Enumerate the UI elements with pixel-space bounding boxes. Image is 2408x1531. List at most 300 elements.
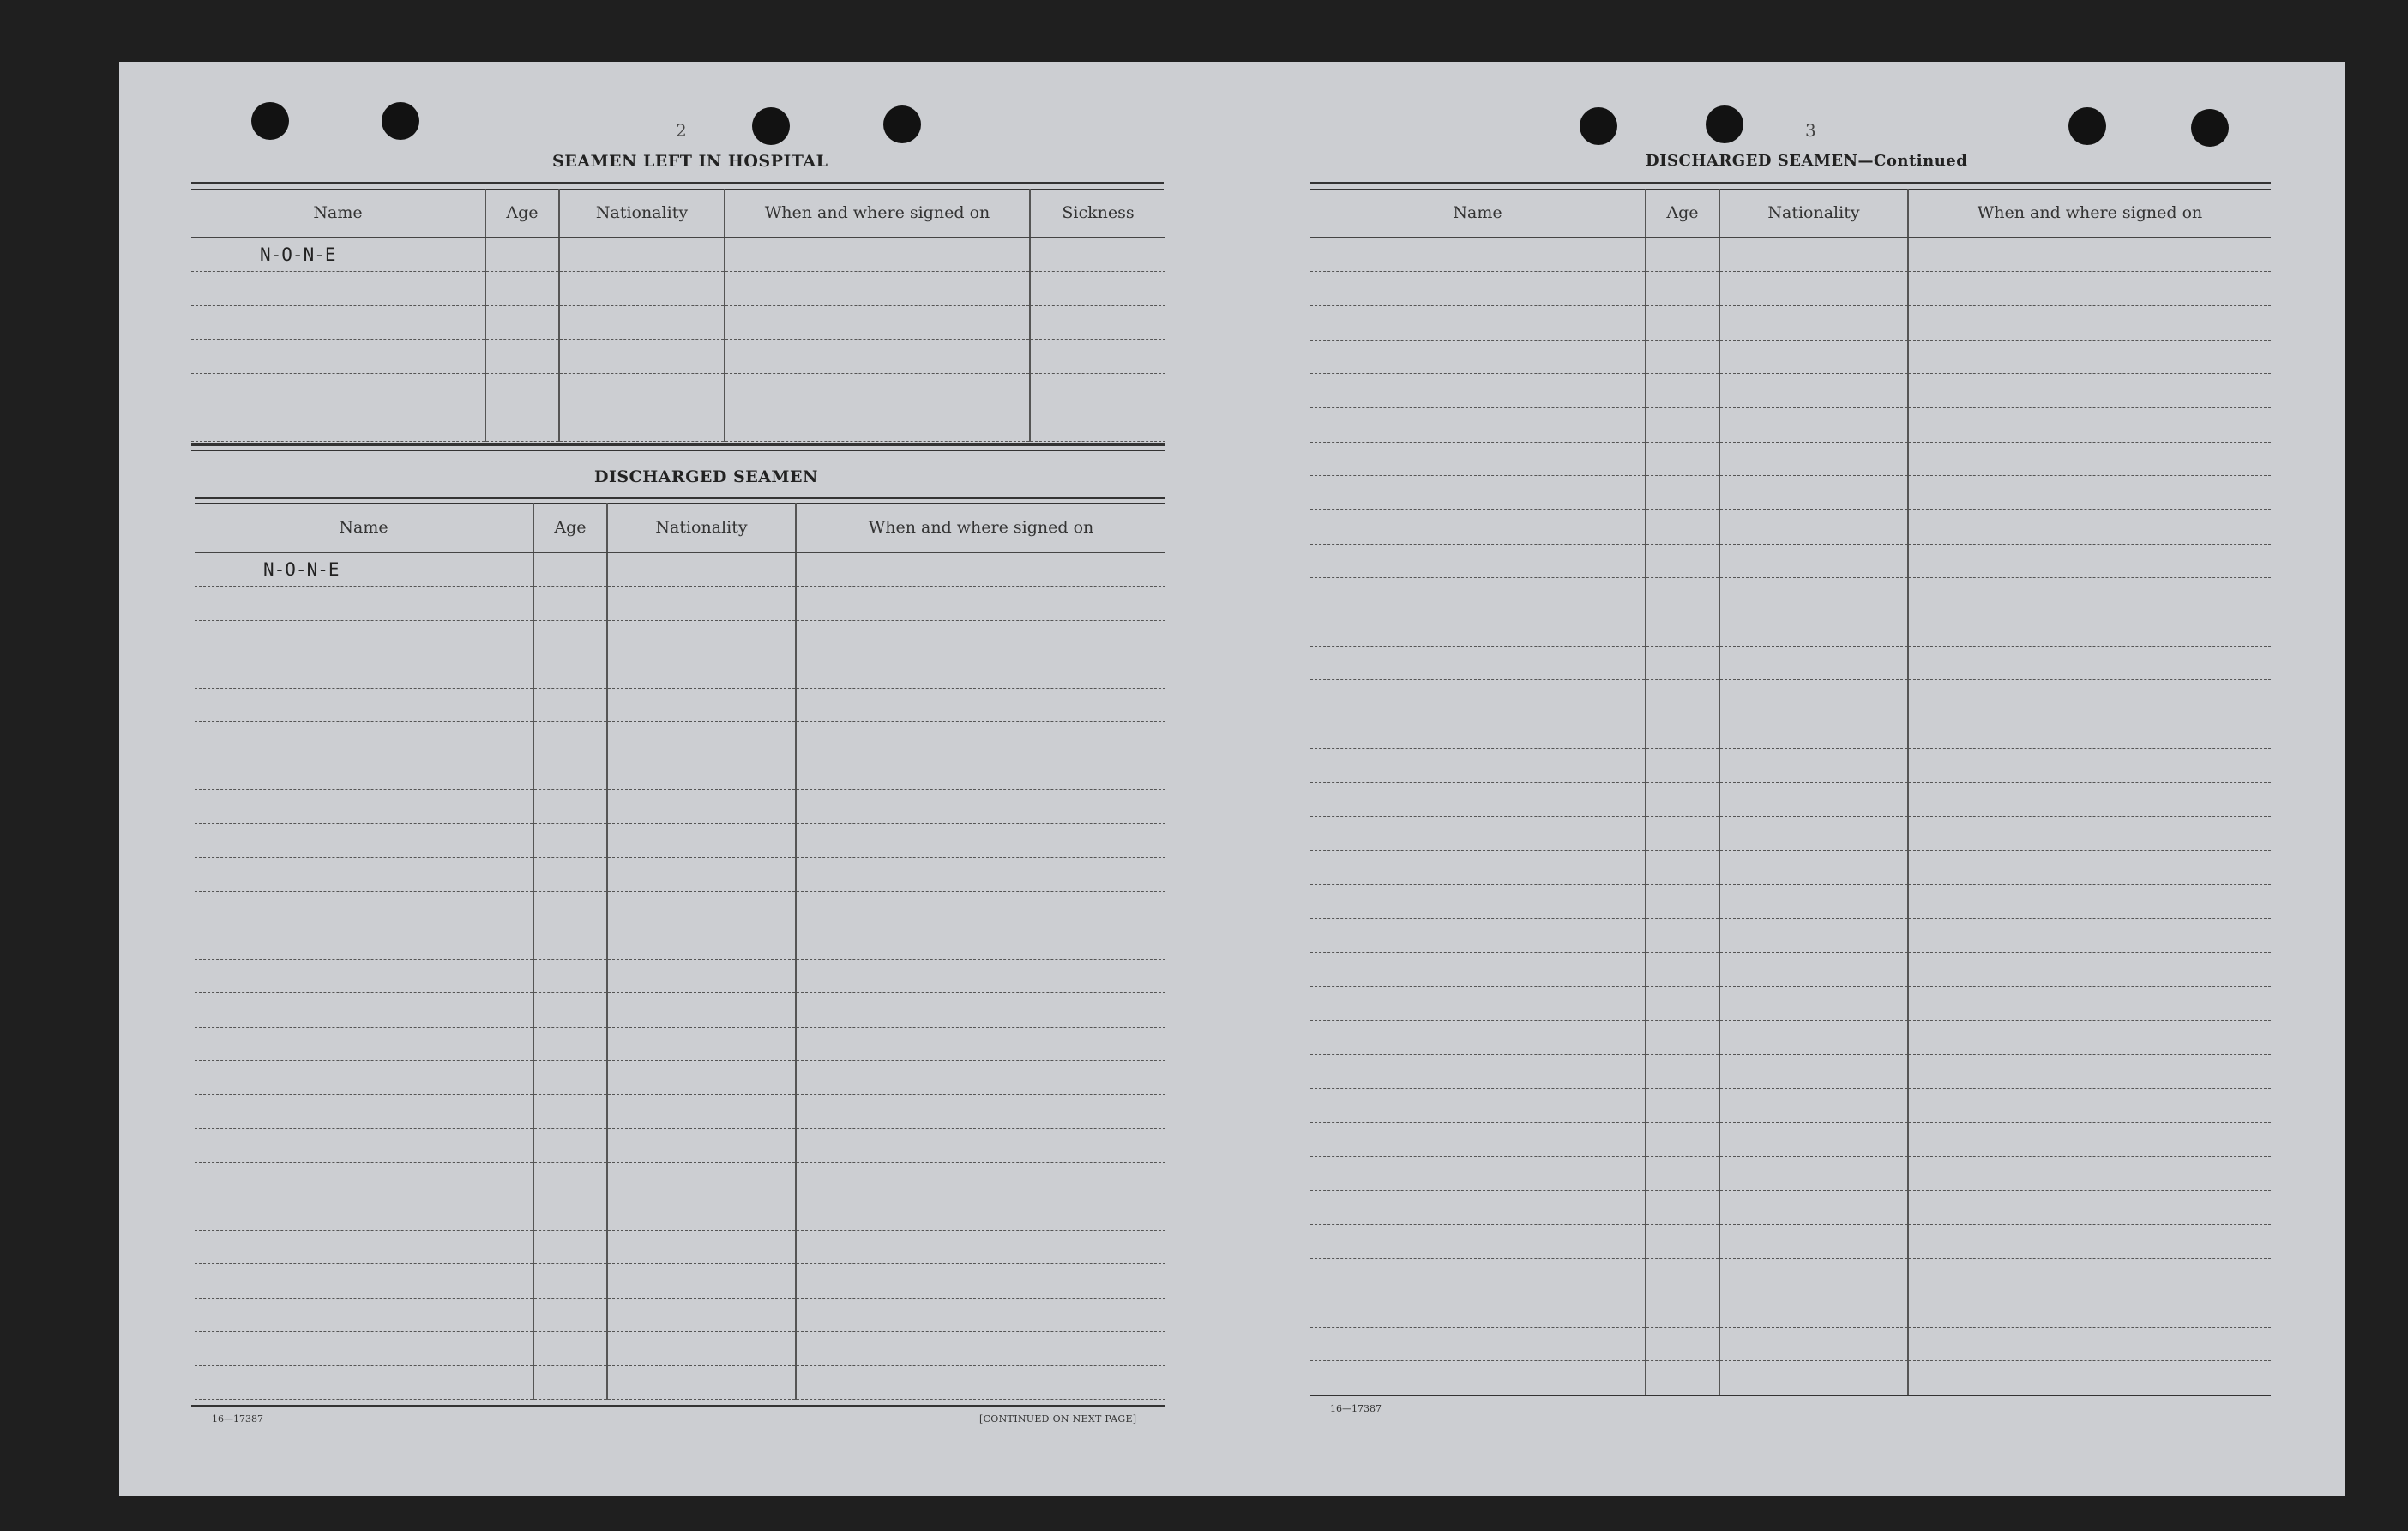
cell-when-and-where-signed-on xyxy=(1908,748,2271,782)
cell-name xyxy=(195,688,533,722)
cell-name xyxy=(1310,1123,1646,1157)
cell-name xyxy=(195,959,533,993)
cell-nationality xyxy=(559,272,725,306)
cell-nationality xyxy=(607,1365,796,1400)
cell-age xyxy=(1646,1327,1719,1361)
cell-when-and-where-signed-on xyxy=(1908,1157,2271,1191)
cell-nationality xyxy=(607,587,796,621)
cell-nationality xyxy=(1719,510,1908,545)
cell-name xyxy=(1310,680,1646,714)
cell-when-and-where-signed-on xyxy=(796,1129,1165,1163)
cell-age xyxy=(1646,782,1719,817)
cell-nationality xyxy=(607,1332,796,1366)
cell-age xyxy=(1646,850,1719,884)
cell-when-and-where-signed-on xyxy=(1908,510,2271,545)
cell-name xyxy=(195,654,533,689)
discharged-continued-table xyxy=(1310,189,2271,1395)
cell-when-and-where-signed-on xyxy=(1908,952,2271,986)
discharged-continued-title-main: DISCHARGED SEAMEN xyxy=(1646,152,1858,170)
cell-age xyxy=(533,1162,607,1196)
column-header-nationality: Nationality xyxy=(1719,189,1908,238)
table-row xyxy=(1310,817,2271,851)
cell-when-and-where-signed-on xyxy=(1908,782,2271,817)
cell-when-and-where-signed-on xyxy=(1908,1327,2271,1361)
cell-name xyxy=(191,373,485,407)
table-row xyxy=(1310,714,2271,749)
cell-name xyxy=(1310,646,1646,680)
cell-name xyxy=(1310,238,1646,272)
table-row xyxy=(195,1332,1165,1366)
cell-nationality xyxy=(1719,1293,1908,1327)
cell-when-and-where-signed-on xyxy=(1908,476,2271,510)
table-row xyxy=(1310,1021,2271,1055)
table-row xyxy=(195,959,1165,993)
table-row xyxy=(195,1162,1165,1196)
cell-name xyxy=(1310,952,1646,986)
cell-when-and-where-signed-on xyxy=(1908,817,2271,851)
table-row xyxy=(1310,1157,2271,1191)
cell-when-and-where-signed-on xyxy=(1908,680,2271,714)
cell-nationality xyxy=(607,1298,796,1332)
cell-nationality xyxy=(1719,884,1908,919)
cell-nationality xyxy=(607,1094,796,1129)
cell-nationality xyxy=(1719,714,1908,749)
cell-when-and-where-signed-on xyxy=(725,272,1030,306)
cell-name xyxy=(195,1027,533,1061)
cell-age xyxy=(1646,1055,1719,1089)
table-row xyxy=(1310,272,2271,306)
table-row xyxy=(195,1230,1165,1264)
binder-hole xyxy=(382,102,419,140)
cell-nationality xyxy=(1719,1190,1908,1225)
cell-when-and-where-signed-on xyxy=(796,1061,1165,1095)
table-row xyxy=(195,1365,1165,1400)
cell-age xyxy=(533,1061,607,1095)
cell-age xyxy=(1646,612,1719,647)
cell-when-and-where-signed-on xyxy=(1908,272,2271,306)
cell-name xyxy=(195,587,533,621)
table-row xyxy=(1310,680,2271,714)
cell-nationality xyxy=(1719,305,1908,340)
cell-nationality xyxy=(1719,578,1908,612)
table-row xyxy=(1310,1088,2271,1123)
cell-name xyxy=(195,1365,533,1400)
table-row xyxy=(191,305,1165,340)
cell-age xyxy=(533,1129,607,1163)
cell-age xyxy=(1646,1123,1719,1157)
cell-age xyxy=(533,790,607,824)
table-row xyxy=(1310,305,2271,340)
cell-age xyxy=(1646,680,1719,714)
table-row xyxy=(195,552,1165,587)
cell-age xyxy=(533,1230,607,1264)
cell-age xyxy=(1646,1293,1719,1327)
cell-age xyxy=(1646,714,1719,749)
cell-when-and-where-signed-on xyxy=(1908,374,2271,408)
cell-name xyxy=(1310,1361,1646,1395)
discharged-section-title: DISCHARGED SEAMEN xyxy=(594,467,818,486)
column-header-age: Age xyxy=(1646,189,1719,238)
cell-age xyxy=(485,407,559,442)
cell-nationality xyxy=(1719,272,1908,306)
cell-age xyxy=(1646,1259,1719,1293)
cell-name xyxy=(195,823,533,858)
cell-nationality xyxy=(607,1129,796,1163)
table-row xyxy=(195,620,1165,654)
cell-age xyxy=(533,756,607,790)
table-row xyxy=(1310,442,2271,476)
binder-hole xyxy=(883,105,921,143)
cell-when-and-where-signed-on xyxy=(1908,884,2271,919)
cell-name xyxy=(1310,714,1646,749)
cell-age xyxy=(485,272,559,306)
table-row xyxy=(1310,1225,2271,1259)
cell-nationality xyxy=(607,823,796,858)
cell-age xyxy=(1646,1190,1719,1225)
cell-when-and-where-signed-on xyxy=(1908,714,2271,749)
form-code-right: 16—17387 xyxy=(1330,1403,1382,1414)
cell-when-and-where-signed-on xyxy=(1908,1259,2271,1293)
cell-when-and-where-signed-on xyxy=(1908,1021,2271,1055)
cell-name xyxy=(195,620,533,654)
cell-nationality xyxy=(1719,919,1908,953)
cell-nationality xyxy=(1719,476,1908,510)
cell-name xyxy=(191,305,485,340)
cell-age xyxy=(533,925,607,960)
cell-when-and-where-signed-on xyxy=(796,959,1165,993)
cell-name xyxy=(1310,1293,1646,1327)
cell-nationality xyxy=(1719,340,1908,374)
table-row xyxy=(1310,986,2271,1021)
cell-age xyxy=(533,552,607,587)
cell-nationality xyxy=(607,891,796,925)
table-row xyxy=(195,1196,1165,1231)
cell-sickness xyxy=(1030,407,1165,442)
table-row xyxy=(191,340,1165,374)
cell-nationality xyxy=(607,1027,796,1061)
cell-name xyxy=(195,858,533,892)
cell-age xyxy=(533,1298,607,1332)
cell-name xyxy=(1310,340,1646,374)
table-row xyxy=(195,925,1165,960)
cell-name xyxy=(195,1061,533,1095)
column-header-nationality: Nationality xyxy=(607,503,796,552)
cell-when-and-where-signed-on xyxy=(1908,919,2271,953)
cell-age xyxy=(1646,305,1719,340)
cell-when-and-where-signed-on xyxy=(1908,238,2271,272)
cell-nationality xyxy=(1719,748,1908,782)
table-row xyxy=(1310,578,2271,612)
hospital-table xyxy=(191,189,1165,442)
cell-name xyxy=(195,1129,533,1163)
cell-age xyxy=(1646,1157,1719,1191)
cell-sickness xyxy=(1030,238,1165,272)
cell-name xyxy=(195,790,533,824)
table-row xyxy=(195,993,1165,1028)
column-header-name: Name xyxy=(1310,189,1646,238)
cell-nationality xyxy=(1719,1327,1908,1361)
table-row xyxy=(1310,1055,2271,1089)
table-row xyxy=(1310,919,2271,953)
cell-nationality xyxy=(1719,544,1908,578)
table-row xyxy=(195,891,1165,925)
table-row xyxy=(1310,374,2271,408)
table-row xyxy=(1310,544,2271,578)
cell-age xyxy=(1646,544,1719,578)
cell-age xyxy=(533,688,607,722)
cell-name xyxy=(1310,817,1646,851)
binder-hole xyxy=(1580,107,1617,145)
cell-when-and-where-signed-on xyxy=(1908,1123,2271,1157)
cell-age xyxy=(1646,646,1719,680)
cell-nationality xyxy=(1719,1225,1908,1259)
table-row xyxy=(191,272,1165,306)
cell-nationality xyxy=(607,756,796,790)
table-row xyxy=(1310,1190,2271,1225)
cell-name xyxy=(1310,374,1646,408)
cell-name xyxy=(1310,407,1646,442)
cell-name xyxy=(191,272,485,306)
cell-nationality xyxy=(607,1061,796,1095)
cell-name xyxy=(191,407,485,442)
table-row xyxy=(1310,1259,2271,1293)
cell-age xyxy=(533,1264,607,1299)
cell-age xyxy=(1646,748,1719,782)
cell-name xyxy=(195,925,533,960)
cell-nationality xyxy=(559,373,725,407)
table-row xyxy=(195,790,1165,824)
table-row xyxy=(1310,476,2271,510)
cell-age xyxy=(533,823,607,858)
cell-when-and-where-signed-on xyxy=(1908,1293,2271,1327)
table-row xyxy=(1310,510,2271,545)
cell-when-and-where-signed-on xyxy=(796,1196,1165,1231)
binder-hole xyxy=(2191,109,2229,147)
cell-name xyxy=(1310,884,1646,919)
cell-nationality xyxy=(607,1162,796,1196)
cell-nationality xyxy=(1719,1259,1908,1293)
cell-when-and-where-signed-on xyxy=(1908,646,2271,680)
cell-name xyxy=(1310,1259,1646,1293)
cell-name xyxy=(1310,305,1646,340)
cell-nationality xyxy=(1719,407,1908,442)
table-row xyxy=(1310,612,2271,647)
cell-name xyxy=(1310,1327,1646,1361)
cell-nationality xyxy=(1719,1021,1908,1055)
cell-name xyxy=(1310,510,1646,545)
cell-nationality xyxy=(607,1230,796,1264)
cell-when-and-where-signed-on xyxy=(1908,986,2271,1021)
cell-age xyxy=(485,238,559,272)
cell-name xyxy=(1310,986,1646,1021)
table-row xyxy=(195,1094,1165,1129)
cell-sickness xyxy=(1030,305,1165,340)
cell-when-and-where-signed-on xyxy=(725,407,1030,442)
cell-age xyxy=(1646,510,1719,545)
cell-age xyxy=(533,1332,607,1366)
cell-when-and-where-signed-on xyxy=(1908,1361,2271,1395)
continued-note: [CONTINUED ON NEXT PAGE] xyxy=(979,1413,1137,1425)
table-row xyxy=(195,654,1165,689)
cell-name xyxy=(1310,782,1646,817)
table-row xyxy=(195,1264,1165,1299)
cell-when-and-where-signed-on xyxy=(1908,1055,2271,1089)
table-row xyxy=(1310,1361,2271,1395)
cell-age xyxy=(1646,1225,1719,1259)
cell-nationality xyxy=(1719,1123,1908,1157)
cell-name xyxy=(1310,1021,1646,1055)
cell-when-and-where-signed-on xyxy=(796,993,1165,1028)
cell-name xyxy=(195,1162,533,1196)
cell-name xyxy=(1310,1088,1646,1123)
discharged-continued-title-suffix: —Continued xyxy=(1857,152,1968,170)
cell-nationality xyxy=(607,722,796,756)
cell-name xyxy=(1310,578,1646,612)
cell-age xyxy=(533,654,607,689)
cell-when-and-where-signed-on xyxy=(1908,1225,2271,1259)
cell-when-and-where-signed-on xyxy=(796,858,1165,892)
cell-nationality xyxy=(1719,442,1908,476)
cell-nationality xyxy=(559,238,725,272)
cell-when-and-where-signed-on xyxy=(796,756,1165,790)
cell-nationality xyxy=(1719,612,1908,647)
hospital-section-title: SEAMEN LEFT IN HOSPITAL xyxy=(552,152,828,171)
continued-bottom-rule xyxy=(1310,1395,2271,1396)
cell-name xyxy=(191,340,485,374)
cell-when-and-where-signed-on xyxy=(796,925,1165,960)
cell-when-and-where-signed-on xyxy=(796,1365,1165,1400)
column-header-when-and-where-signed-on: When and where signed on xyxy=(796,503,1165,552)
cell-when-and-where-signed-on xyxy=(796,1298,1165,1332)
table-row xyxy=(1310,884,2271,919)
table-row xyxy=(1310,782,2271,817)
cell-name xyxy=(1310,919,1646,953)
table-row xyxy=(1310,1327,2271,1361)
cell-name xyxy=(1310,1225,1646,1259)
table-row xyxy=(1310,340,2271,374)
cell-age xyxy=(1646,238,1719,272)
cell-name: N-O-N-E xyxy=(195,552,533,587)
manifest-sheet xyxy=(119,62,2345,1496)
cell-when-and-where-signed-on xyxy=(1908,340,2271,374)
column-header-name: Name xyxy=(191,189,485,238)
cell-age xyxy=(533,891,607,925)
cell-nationality xyxy=(1719,782,1908,817)
page-number-left: 2 xyxy=(676,120,687,141)
cell-name xyxy=(1310,1190,1646,1225)
cell-nationality xyxy=(607,1196,796,1231)
cell-name xyxy=(195,756,533,790)
cell-nationality xyxy=(1719,817,1908,851)
table-row xyxy=(1310,1293,2271,1327)
cell-when-and-where-signed-on xyxy=(1908,1088,2271,1123)
cell-age xyxy=(1646,952,1719,986)
cell-age xyxy=(1646,374,1719,408)
cell-age xyxy=(533,1094,607,1129)
table-row xyxy=(1310,748,2271,782)
table-row xyxy=(195,756,1165,790)
cell-name xyxy=(195,1196,533,1231)
cell-name xyxy=(195,1332,533,1366)
cell-age xyxy=(1646,1088,1719,1123)
column-header-age: Age xyxy=(485,189,559,238)
table-row xyxy=(1310,850,2271,884)
cell-when-and-where-signed-on xyxy=(1908,544,2271,578)
table-row xyxy=(1310,646,2271,680)
column-header-sickness: Sickness xyxy=(1030,189,1165,238)
cell-when-and-where-signed-on xyxy=(796,1230,1165,1264)
binder-hole xyxy=(2068,107,2106,145)
table-row xyxy=(191,407,1165,442)
cell-age xyxy=(1646,1361,1719,1395)
cell-age xyxy=(1646,476,1719,510)
table-row xyxy=(195,722,1165,756)
cell-nationality xyxy=(1719,1055,1908,1089)
cell-age xyxy=(1646,578,1719,612)
discharged-bottom-rule xyxy=(191,1405,1165,1407)
cell-name xyxy=(195,722,533,756)
cell-name xyxy=(195,1230,533,1264)
cell-name xyxy=(1310,1055,1646,1089)
cell-when-and-where-signed-on xyxy=(1908,850,2271,884)
cell-age xyxy=(533,587,607,621)
discharged-table xyxy=(195,503,1165,1400)
table-row xyxy=(195,858,1165,892)
cell-age xyxy=(1646,442,1719,476)
cell-when-and-where-signed-on xyxy=(796,823,1165,858)
cell-when-and-where-signed-on xyxy=(1908,407,2271,442)
cell-age xyxy=(533,993,607,1028)
cell-name: N-O-N-E xyxy=(191,238,485,272)
cell-nationality xyxy=(607,925,796,960)
cell-when-and-where-signed-on xyxy=(796,587,1165,621)
cell-age xyxy=(1646,884,1719,919)
cell-nationality xyxy=(607,654,796,689)
cell-name xyxy=(195,891,533,925)
cell-age xyxy=(1646,340,1719,374)
cell-when-and-where-signed-on xyxy=(725,340,1030,374)
table-row xyxy=(1310,407,2271,442)
table-row xyxy=(1310,1123,2271,1157)
table-row xyxy=(191,238,1165,272)
cell-age xyxy=(1646,986,1719,1021)
cell-nationality xyxy=(1719,986,1908,1021)
cell-age xyxy=(1646,817,1719,851)
cell-when-and-where-signed-on xyxy=(725,305,1030,340)
cell-name xyxy=(195,1264,533,1299)
cell-nationality xyxy=(607,959,796,993)
table-row xyxy=(1310,952,2271,986)
table-row xyxy=(191,373,1165,407)
cell-sickness xyxy=(1030,340,1165,374)
binder-hole xyxy=(752,107,790,145)
cell-age xyxy=(1646,272,1719,306)
cell-name xyxy=(1310,612,1646,647)
table-row xyxy=(1310,238,2271,272)
cell-when-and-where-signed-on xyxy=(725,373,1030,407)
cell-when-and-where-signed-on xyxy=(1908,1190,2271,1225)
cell-nationality xyxy=(1719,1361,1908,1395)
table-row xyxy=(195,1027,1165,1061)
page-number-right: 3 xyxy=(1805,120,1816,141)
cell-nationality xyxy=(1719,850,1908,884)
cell-nationality xyxy=(1719,238,1908,272)
cell-when-and-where-signed-on xyxy=(796,552,1165,587)
cell-nationality xyxy=(559,340,725,374)
cell-nationality xyxy=(559,407,725,442)
cell-nationality xyxy=(607,993,796,1028)
cell-name xyxy=(1310,748,1646,782)
